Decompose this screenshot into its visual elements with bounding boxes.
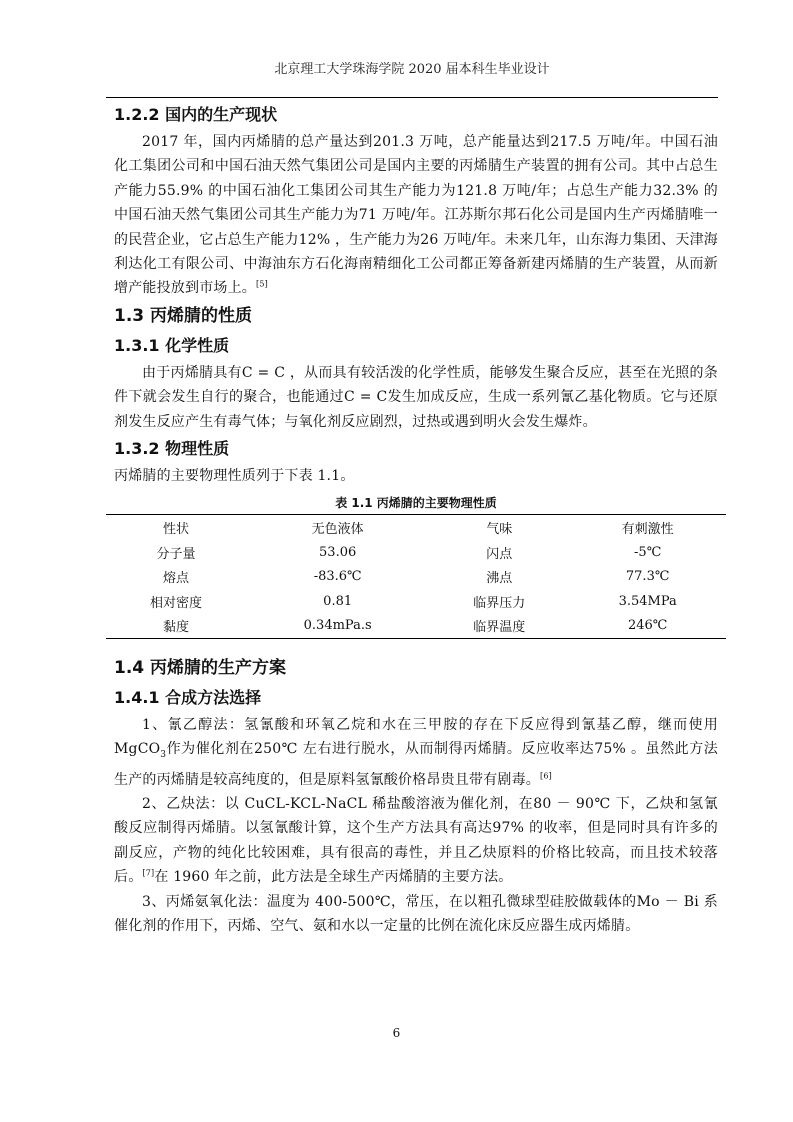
table-cell: 77.3℃	[625, 569, 670, 585]
table-cell: 临界压力	[473, 595, 526, 611]
section-1-3-2-paragraph: 丙烯腈的主要物理性质列于下表 1.1。	[114, 468, 355, 485]
table-row	[106, 613, 726, 638]
method-3-paragraph: 3、丙烯氨氧化法：温度为 400-500℃，常压，在以粗孔微球型硅胶做载体的Mo － Bi 系催化剂的作用下，丙烯、空气、氨和水以一定量的比例在流化床反应器生成丙烯腈。	[114, 893, 718, 935]
section-1-2-2-title: 1.2.2 国内的生产现状	[114, 105, 278, 124]
table-cell: 分子量	[156, 546, 196, 562]
section-1-4-title: 1.4 丙烯腈的生产方案	[114, 657, 287, 678]
table-cell: -83.6℃	[313, 569, 362, 585]
method-1-text-b: 作为催化剂在250℃ 左右进行脱水，从而制得丙烯腈。反应收率达75% 。虽然此方法生产的丙烯腈是较高纯度的，但是原料氢氰酸价格昂贵且带有剧毒。	[114, 741, 718, 788]
table-cell: 临界温度	[473, 620, 526, 636]
section-1-3-2-title: 1.3.2 物理性质	[114, 439, 230, 459]
table-cell: 性状	[163, 522, 190, 538]
citation-7: [7]	[142, 868, 155, 878]
table-cell: 53.06	[319, 544, 357, 560]
method-2-text-a: 2、乙炔法：以 CuCL-KCL-NaCL 稀盐酸溶液为催化剂，在80 － 90℃ 下，乙炔和氢氰酸反应制得丙烯腈。以氢氰酸计算，这个生产方法具有高达97% 的收率，但是同时具有许多的副反应，产物的纯化比较困难，具有很高的毒性，并且乙炔原料的价格比较高，而且技术较落后。	[114, 795, 718, 886]
method-2-text-b: 在 1960 年之前，此方法是全球生产丙烯腈的主要方法。	[154, 869, 513, 886]
citation-5: [5]	[256, 279, 268, 289]
table-cell: 黏度	[163, 620, 190, 636]
table-row	[106, 515, 726, 540]
section-1-2-2-text: 2017 年，国内丙烯腈的总产量达到201.3 万吨，总产能量达到217.5 万吨/年。中国石油化工集团公司和中国石油天然气集团公司是国内主要的丙烯腈生产装置的拥有公司。其中占总生产能力55.9% 的中国石油化工集团公司其生产能力为121.8 万吨/年；占总生产能力32.3% 的中国石油天然气集团公司其生产能力为71 万吨/年。江苏斯尔邦石化公司是国内生产丙烯腈唯一的民营企业，它占总生产能力12% ，生产能力为26 万吨/年。未来几年，山东海力集团、天津海利达化工有限公司、中海油东方石化海南精细化工公司都正筹备新建丙烯腈的生产装置，从而新增产能投放到市场上。	[114, 134, 718, 297]
page-number: 6	[392, 1026, 401, 1040]
subscript-3: 3	[160, 750, 167, 761]
section-1-3-1-title: 1.3.1 化学性质	[114, 335, 230, 355]
table-cell: 0.34mPa.s	[303, 618, 372, 634]
citation-6: [6]	[540, 770, 552, 780]
method-1-paragraph	[114, 713, 718, 792]
header-rule	[106, 97, 718, 98]
table-cell: 相对密度	[150, 595, 203, 611]
table-cell: 沸点	[486, 571, 513, 587]
table-cell: 气味	[486, 522, 513, 538]
table-row	[106, 589, 726, 614]
table-caption: 表 1.1 丙烯腈的主要物理性质	[335, 496, 497, 511]
table-cell: 3.54MPa	[618, 593, 677, 609]
section-1-3-1-paragraph: 由于丙烯腈具有C = C ，从而具有较活泼的化学性质，能够发生聚合反应，甚至在光照的条件下就会发生自行的聚合，也能通过C = C发生加成反应，生成一系列氰乙基化物质。它与还原剂发生反应产生有毒气体；与氧化剂反应剧烈，过热或遇到明火会发生爆炸。	[114, 364, 718, 430]
section-1-4-1-title: 1.4.1 合成方法选择	[114, 687, 262, 707]
page-header: 北京理工大学珠海学院 2020 届本科生毕业设计	[274, 62, 550, 77]
table-cell: 无色液体	[311, 522, 364, 538]
table-cell: 0.81	[323, 593, 353, 609]
page-content	[114, 100, 718, 938]
table-row	[106, 564, 726, 589]
table-cell: 熔点	[163, 571, 190, 587]
table-cell: 有刺激性	[621, 522, 674, 538]
properties-table	[106, 514, 726, 639]
section-1-3-title: 1.3 丙烯腈的性质	[114, 305, 253, 326]
table-cell: 闪点	[486, 546, 513, 562]
table-row	[106, 540, 726, 565]
method-2-paragraph	[114, 792, 718, 890]
table-cell: -5℃	[634, 544, 662, 560]
section-1-2-2-paragraph	[114, 130, 718, 301]
table-cell: 246℃	[627, 618, 668, 634]
method-1-text-a: 1、氰乙醇法：氢氰酸和环氧乙烷和水在三甲胺的存在下反应得到氰基乙醇，继而使用MgCO	[114, 716, 718, 758]
